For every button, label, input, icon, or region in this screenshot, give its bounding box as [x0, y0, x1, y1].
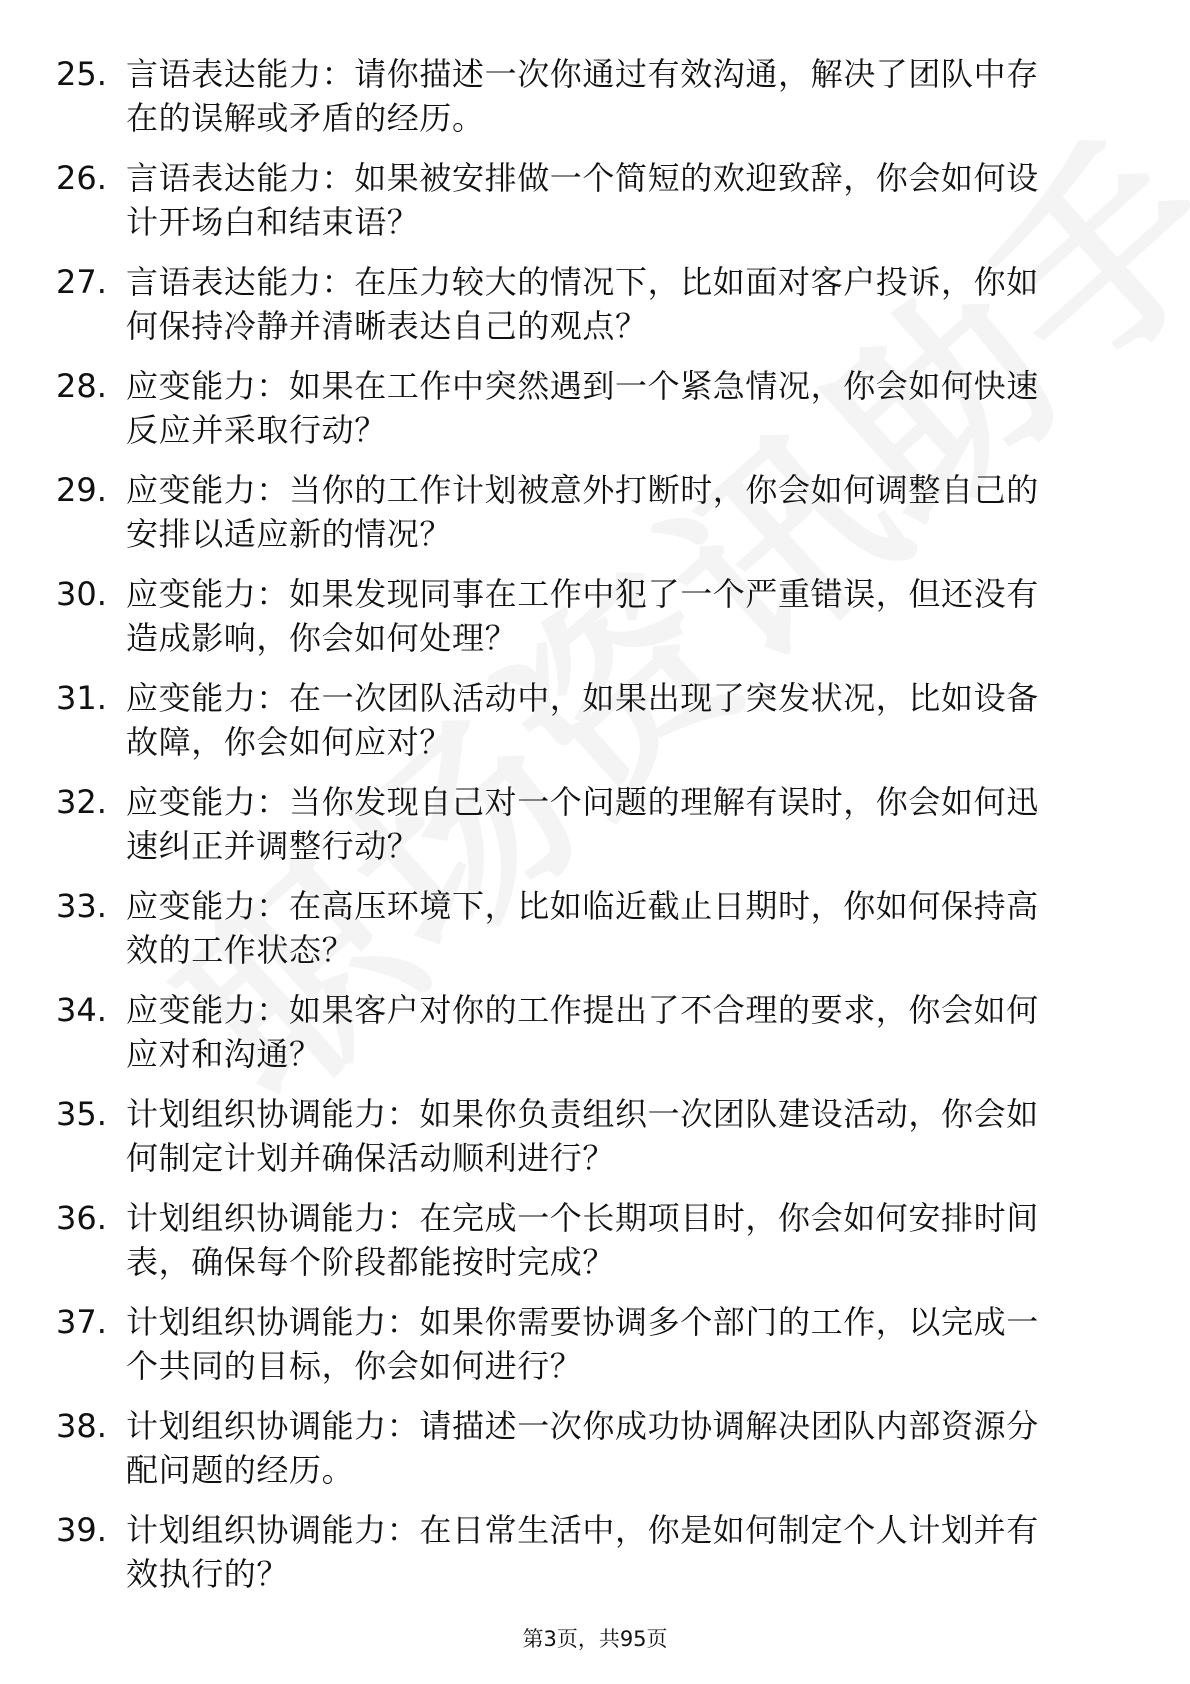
question-line-2: 应对和沟通？	[126, 1035, 322, 1073]
question-number: 32.	[56, 783, 107, 821]
question-item	[0, 364, 1190, 468]
question-line-2: 个共同的目标，你会如何进行？	[126, 1347, 583, 1385]
question-line-1: 计划组织协调能力：请描述一次你成功协调解决团队内部资源分	[126, 1407, 1039, 1445]
question-line-1: 计划组织协调能力：在完成一个长期项目时，你会如何安排时间	[126, 1199, 1039, 1237]
question-text	[126, 364, 1116, 452]
question-text	[126, 156, 1116, 244]
question-line-1: 计划组织协调能力：如果你负责组织一次团队建设活动，你会如	[126, 1095, 1039, 1133]
question-line-1: 应变能力：如果在工作中突然遇到一个紧急情况，你会如何快速	[126, 367, 1039, 405]
question-item	[0, 260, 1190, 364]
question-item	[0, 1196, 1190, 1300]
question-text	[126, 1508, 1116, 1596]
question-line-2: 配问题的经历。	[126, 1451, 355, 1489]
question-text	[126, 572, 1116, 660]
question-number: 38.	[56, 1407, 107, 1445]
question-text	[126, 1196, 1116, 1284]
question-item	[0, 156, 1190, 260]
question-line-2: 速纠正并调整行动？	[126, 827, 420, 865]
question-line-2: 效的工作状态？	[126, 931, 355, 969]
question-item	[0, 1092, 1190, 1196]
question-line-1: 应变能力：如果发现同事在工作中犯了一个严重错误，但还没有	[126, 575, 1039, 613]
question-text	[126, 884, 1116, 972]
question-line-1: 应变能力：在一次团队活动中，如果出现了突发状况，比如设备	[126, 679, 1039, 717]
question-number: 25.	[56, 55, 107, 93]
question-number: 36.	[56, 1199, 107, 1237]
question-line-2: 何制定计划并确保活动顺利进行？	[126, 1139, 616, 1177]
question-line-2: 效执行的？	[126, 1555, 290, 1593]
question-text	[126, 468, 1116, 556]
question-item	[0, 572, 1190, 676]
question-number: 34.	[56, 991, 107, 1029]
question-number: 33.	[56, 887, 107, 925]
question-line-2: 反应并采取行动？	[126, 411, 387, 449]
question-line-1: 计划组织协调能力：如果你需要协调多个部门的工作，以完成一	[126, 1303, 1039, 1341]
question-item	[0, 468, 1190, 572]
question-number: 31.	[56, 679, 107, 717]
question-item	[0, 884, 1190, 988]
question-number: 29.	[56, 471, 107, 509]
question-item	[0, 988, 1190, 1092]
question-line-2: 表，确保每个阶段都能按时完成？	[126, 1243, 616, 1281]
question-line-2: 故障，你会如何应对？	[126, 723, 453, 761]
question-number: 35.	[56, 1095, 107, 1133]
question-text	[126, 52, 1116, 140]
question-number: 26.	[56, 159, 107, 197]
question-text	[126, 1300, 1116, 1388]
question-text	[126, 988, 1116, 1076]
question-text	[126, 1092, 1116, 1180]
question-line-2: 计开场白和结束语？	[126, 203, 420, 241]
question-number: 37.	[56, 1303, 107, 1341]
question-line-1: 计划组织协调能力：在日常生活中，你是如何制定个人计划并有	[126, 1511, 1039, 1549]
question-line-2: 在的误解或矛盾的经历。	[126, 99, 485, 137]
question-item	[0, 52, 1190, 156]
question-line-1: 言语表达能力：请你描述一次你通过有效沟通，解决了团队中存	[126, 55, 1039, 93]
question-item	[0, 676, 1190, 780]
question-item	[0, 1300, 1190, 1404]
question-line-1: 言语表达能力：在压力较大的情况下，比如面对客户投诉，你如	[126, 263, 1039, 301]
question-item	[0, 780, 1190, 884]
question-text	[126, 780, 1116, 868]
page-footer: 第3页，共95页	[522, 1627, 668, 1651]
question-line-1: 言语表达能力：如果被安排做一个简短的欢迎致辞，你会如何设	[126, 159, 1039, 197]
question-line-2: 安排以适应新的情况？	[126, 515, 453, 553]
question-list	[0, 52, 1190, 1612]
question-line-2: 造成影响，你会如何处理？	[126, 619, 518, 657]
question-line-2: 何保持冷静并清晰表达自己的观点？	[126, 307, 648, 345]
question-text	[126, 260, 1116, 348]
question-number: 30.	[56, 575, 107, 613]
question-item	[0, 1404, 1190, 1508]
question-text	[126, 1404, 1116, 1492]
question-line-1: 应变能力：如果客户对你的工作提出了不合理的要求，你会如何	[126, 991, 1039, 1029]
question-line-1: 应变能力：当你发现自己对一个问题的理解有误时，你会如何迅	[126, 783, 1039, 821]
question-line-1: 应变能力：当你的工作计划被意外打断时，你会如何调整自己的	[126, 471, 1039, 509]
question-line-1: 应变能力：在高压环境下，比如临近截止日期时，你如何保持高	[126, 887, 1039, 925]
question-text	[126, 676, 1116, 764]
question-number: 28.	[56, 367, 107, 405]
question-number: 27.	[56, 263, 107, 301]
question-number: 39.	[56, 1511, 107, 1549]
question-item	[0, 1508, 1190, 1612]
